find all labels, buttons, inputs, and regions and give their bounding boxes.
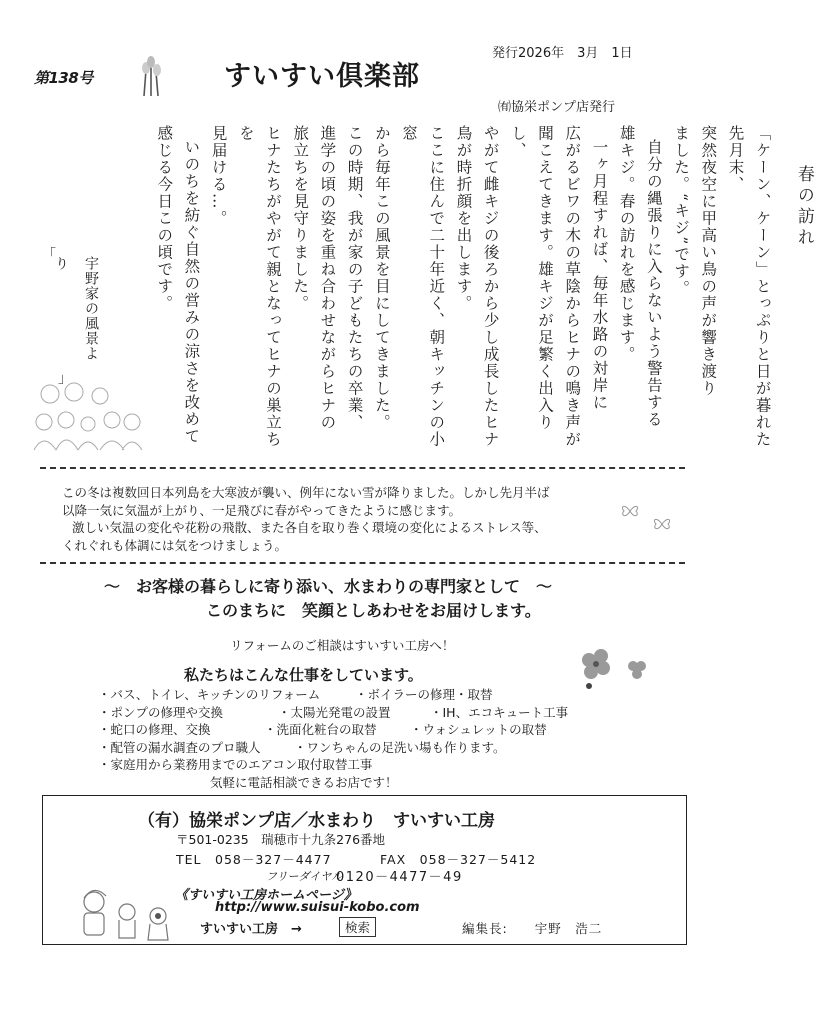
essay-line: ここに住んで二十年近く、朝キッチンの小窓 [400,125,446,448]
slogan-line-1: ～ お客様の暮らしに寄り添い、水まわりの専門家として ～ [104,577,553,596]
homepage-url[interactable]: http://www.suisui-kobo.com [215,900,420,915]
service-item: ・蛇口の修理、交換 [98,722,211,737]
seasonal-message [62,484,682,554]
section-divider [40,467,685,469]
service-item: ・ワンちゃんの足洗い場も作ります。 [294,739,506,755]
service-item: ・洗面化粧台の取替 [264,722,377,737]
caption-text: 宇野家の風景より [53,256,99,361]
caption-open-bracket: 「 [42,247,57,263]
issue-date: 発行2026年 3月 1日 [492,46,633,61]
homepage-label: 《すいすい工房ホームページ》 [175,888,357,903]
slogan-line-2: このまちに 笑顔としあわせをお届けします。 [206,601,541,620]
service-item: ・配管の漏水調査のプロ職人 [98,739,261,755]
essay-line: いのちを紡ぐ自然の営みの涼さを改めて [182,139,201,445]
service-item: ・太陽光発電の設置 [278,704,391,720]
company-name: （有）協栄ポンプ店／水まわり すいすい工房 [138,811,495,831]
free-dial-label: フリーダイヤル [266,870,343,883]
essay-line: この時期、我が家の子どもたちの卒業、 [345,125,364,431]
search-hint: すいすい工房 → [200,922,302,937]
newsletter-title: すいすい倶楽部 [224,61,420,92]
butterfly-icon [620,503,640,519]
service-item: ・ボイラーの修理・取替 [355,687,493,702]
mascot-illustration [72,886,182,944]
essay-line: ヒナたちがやがて親となってヒナの巣立ちを [236,125,283,448]
section-divider [40,562,685,564]
essay-line: から毎年この風景を目にしてきました。 [372,125,391,431]
caption-close-bracket: 」 [58,371,73,387]
services-list [98,686,658,791]
essay-line: 聞こえてきます。雄キジが足繁く出入りし、 [508,125,555,431]
company-address: 〒501-0235 瑞穂市十九条276番地 [176,832,386,847]
family-illustration [30,380,145,452]
free-dial-number[interactable]: 0120－4477－49 [336,870,463,885]
essay-title: 春の訪れ [793,165,814,249]
editor-in-chief: 編集長: 宇野 浩二 [462,921,603,936]
fax-number: FAX 058－327－5412 [380,852,537,867]
message-line: 以降一気に気温が上がり、一足飛びに春がやってきたように感じます。 [62,502,462,518]
essay-line: 「ケーン、ケーン」とっぷりと日が暮れた先月末、 [726,125,772,448]
message-line: くれぐれも体調には気をつけましょう。 [62,537,288,553]
essay-line: 自分の縄張りに入らないよう警告する [644,139,663,428]
message-line: この冬は複数回日本列島を大寒波が襲い、例年にない雪が降りました。しかし先月半ば [62,485,550,500]
consult-note: リフォームのご相談はすいすい工房へ！ [230,638,455,653]
essay-line: 雄キジ。春の訪れを感じます。 [617,125,636,363]
plant-logo-icon [134,56,168,98]
essay-line: 感じる今日この頃です。 [155,125,174,312]
sidebar-caption [42,246,99,387]
butterfly-icon [652,516,672,532]
essay-line: 鳥が時折顔を出します。 [454,125,473,312]
essay-line: 突然夜空に甲高い鳥の声が響き渡り [699,125,718,397]
issue-number: 第138号 [34,69,93,87]
service-item: ・ポンプの修理や交換 [98,704,224,720]
search-button[interactable]: 検索 [339,917,376,937]
service-item: ・ウォシュレットの取替 [410,722,547,737]
essay-line: やがて雌キジの後ろから少し成長したヒナ [481,125,500,448]
essay-line: ました。“キジ”です。 [672,125,691,297]
publisher: ㈲協栄ポンプ店発行 [498,100,616,115]
message-line: 激しい気温の変化や花粉の飛散、また各自を取り巻く環境の変化によるストレス等、 [72,520,547,535]
services-heading: 私たちはこんな仕事をしています。 [184,666,423,684]
essay-line: 広がるビワの木の草陰からヒナの鳴き声が [563,125,582,448]
service-item: ・バス、トイレ、キッチンのリフォーム [98,687,321,702]
essay-line: 旅立ちを見守りました。 [291,125,310,312]
essay-body [150,125,817,455]
service-item: ・家庭用から業務用までのエアコン取付取替工事 [98,757,373,772]
service-item: ・IH、エコキュート工事 [430,704,569,720]
phone-consult-note: 気軽に電話相談できるお店です！ [210,774,398,790]
essay-line: 見届ける…。 [209,125,228,227]
essay-line: 進学の頃の姿を重ね合わせながらヒナの [318,125,337,431]
phone-number[interactable]: TEL 058－327－4477 [176,852,332,867]
essay-line: 一ヶ月程すれば、毎年水路の対岸に [590,139,609,411]
